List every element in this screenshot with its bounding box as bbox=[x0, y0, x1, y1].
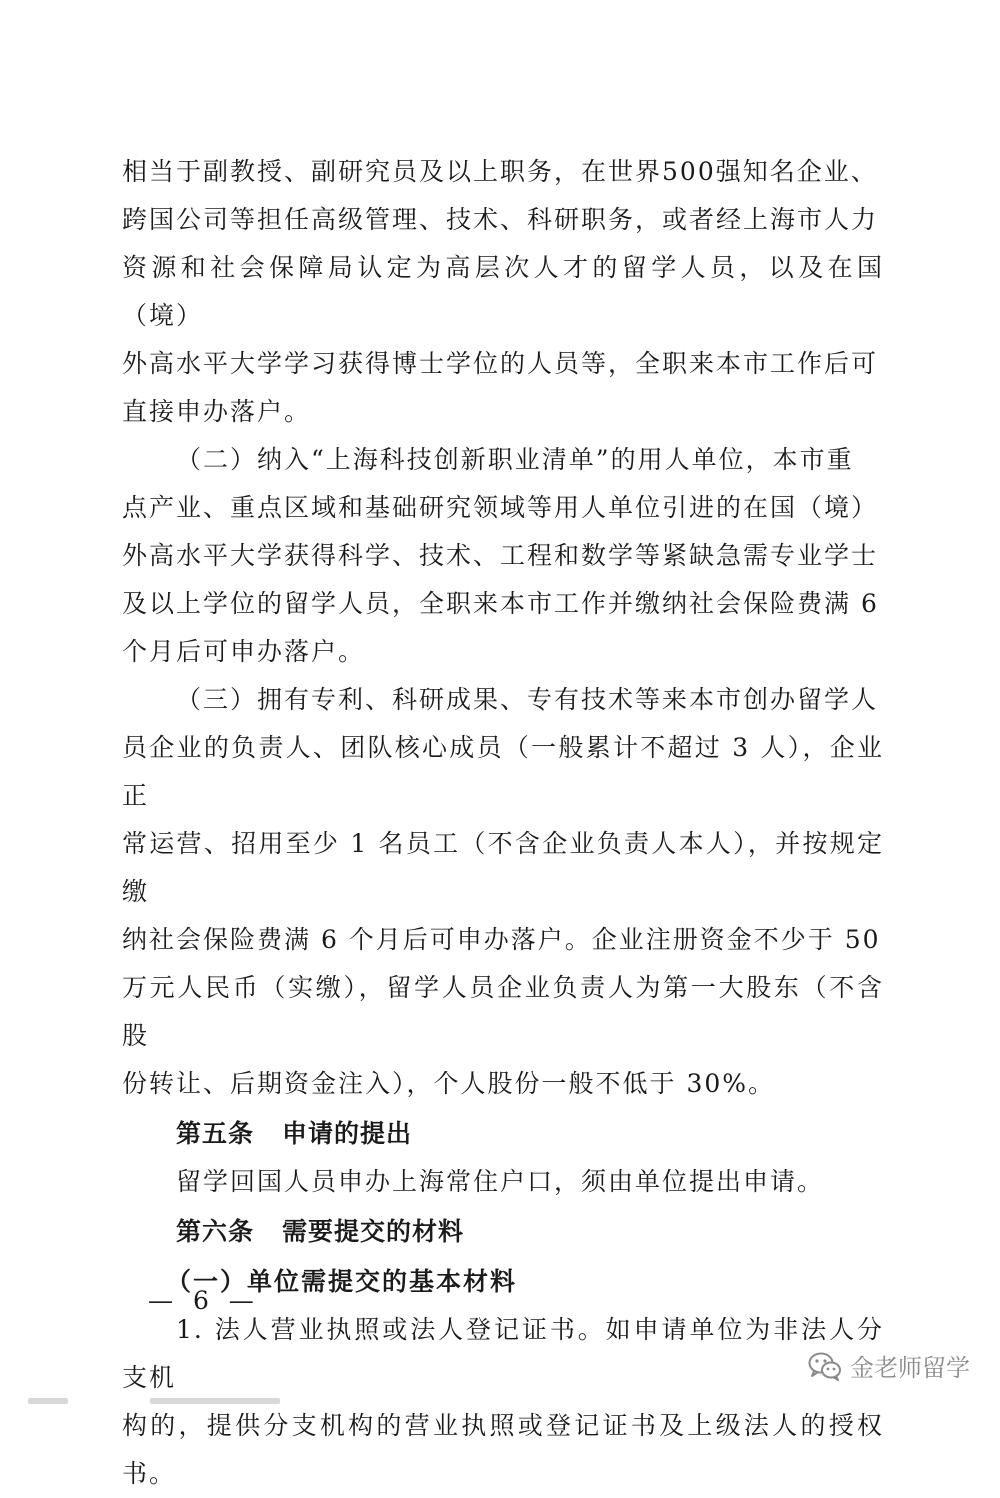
text-line: 相当于副教授、副研究员及以上职务，在世界500强知名企业、 bbox=[122, 157, 878, 186]
article-6-heading bbox=[122, 1208, 884, 1256]
article-number: 第五条 bbox=[176, 1119, 255, 1148]
wechat-icon bbox=[808, 1351, 842, 1381]
text-line: 常运营、招用至少 1 名员工（不含企业负责人本人），并按规定缴 bbox=[122, 829, 884, 906]
text-line: 外高水平大学学习获得博士学位的人员等，全职来本市工作后可 bbox=[122, 349, 879, 378]
article-number: 第六条 bbox=[176, 1217, 255, 1246]
text-line: 直接申办落户。 bbox=[122, 397, 312, 426]
article-6-subheading: （一）单位需提交的基本材料 bbox=[166, 1267, 518, 1296]
text-line: 留学回国人员申办上海常住户口，须由单位提出申请。 bbox=[176, 1167, 825, 1196]
text-line: 构的，提供分支机构的营业执照或登记证书及上级法人的授权书。 bbox=[122, 1411, 884, 1488]
text-line: 纳社会保险费满 6 个月后可申办落户。企业注册资金不少于 50 bbox=[122, 925, 881, 954]
page-number: — 6 — bbox=[148, 1286, 260, 1315]
text-line: 外高水平大学获得科学、技术、工程和数学等紧缺急需专业学士 bbox=[122, 541, 879, 570]
scan-artifact bbox=[28, 1398, 68, 1404]
text-line: （三）拥有专利、科研成果、专有技术等来本市创办留学人 bbox=[176, 685, 879, 714]
watermark bbox=[808, 1348, 970, 1383]
text-line: 员企业的负责人、团队核心成员（一般累计不超过 3 人），企业正 bbox=[122, 733, 884, 810]
text-line: 资源和社会保障局认定为高层次人才的留学人员，以及在国（境） bbox=[122, 253, 884, 330]
paragraph-item-2 bbox=[122, 436, 884, 676]
text-line: 1. 法人营业执照或法人登记证书。如申请单位为非法人分支机 bbox=[122, 1315, 884, 1392]
text-line: 及以上学位的留学人员，全职来本市工作并缴纳社会保险费满 6 bbox=[122, 589, 879, 618]
article-5-heading bbox=[122, 1110, 884, 1158]
paragraph-continuation bbox=[122, 148, 884, 436]
text-line: （二）纳入“上海科技创新职业清单”的用人单位，本市重 bbox=[176, 445, 854, 474]
text-line: 份转让、后期资金注入），个人股份一般不低于 30%。 bbox=[122, 1069, 776, 1098]
text-line: 个月后可申办落户。 bbox=[122, 637, 366, 666]
article-title: 申请的提出 bbox=[282, 1119, 413, 1148]
text-line: 点产业、重点区域和基础研究领域等用人单位引进的在国（境） bbox=[122, 493, 879, 522]
watermark-text: 金老师留学 bbox=[850, 1354, 970, 1382]
scan-artifact bbox=[150, 1398, 280, 1404]
article-title: 需要提交的材料 bbox=[282, 1217, 465, 1246]
paragraph-item-3 bbox=[122, 676, 884, 1108]
text-line: 万元人民币（实缴），留学人员企业负责人为第一大股东（不含股 bbox=[122, 973, 884, 1050]
text-line: 跨国公司等担任高级管理、技术、科研职务，或者经上海市人力 bbox=[122, 205, 879, 234]
article-5-body bbox=[122, 1158, 884, 1206]
